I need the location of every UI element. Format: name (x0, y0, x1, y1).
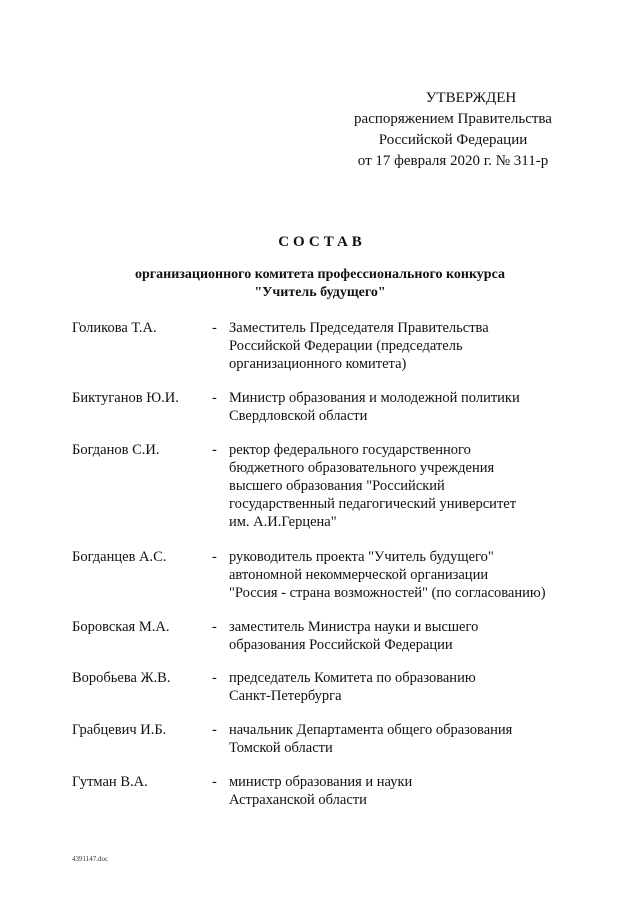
document-subtitle-line: "Учитель будущего" (254, 285, 386, 300)
member-name: Боровская М.А. (72, 619, 170, 635)
member-role-line: Министр образования и молодежной политики (229, 390, 520, 406)
member-role-line: Санкт-Петербурга (229, 688, 342, 704)
member-role-line: "Россия - страна возможностей" (по согласованию) (229, 585, 546, 601)
document-title: СОСТАВ (278, 234, 366, 250)
member-role-line: бюджетного образовательного учреждения (229, 460, 495, 476)
member-role-line: Астраханской области (229, 792, 367, 808)
member-role-line: организационного комитета) (229, 356, 407, 372)
member-role-line: ректор федерального государственного (229, 442, 471, 458)
member-role (229, 773, 599, 809)
document-heading (0, 234, 640, 302)
member-role (229, 441, 599, 531)
member-dash: - (212, 549, 217, 565)
member-role-line: Томской области (229, 740, 333, 756)
member-role (229, 618, 599, 654)
approval-block (328, 88, 578, 172)
member-role-line: высшего образования "Российский (229, 478, 445, 494)
approval-line: распоряжением Правительства (354, 111, 552, 127)
member-role-line: Свердловской области (229, 408, 368, 424)
member-role-line: образования Российской Федерации (229, 637, 453, 653)
member-role (229, 669, 599, 705)
member-role-line: Заместитель Председателя Правительства (229, 320, 489, 336)
member-role-line: государственный педагогический университет (229, 496, 517, 512)
member-dash: - (212, 619, 217, 635)
member-dash: - (212, 390, 217, 406)
member-role-line: им. А.И.Герцена" (229, 514, 337, 530)
member-role-line: заместитель Министра науки и высшего (229, 619, 479, 635)
document-subtitle-line: организационного комитета профессионального конкурса (135, 267, 505, 282)
member-dash: - (212, 442, 217, 458)
member-name: Голикова Т.А. (72, 320, 157, 336)
member-role (229, 721, 599, 757)
member-name: Гутман В.А. (72, 774, 148, 790)
member-dash: - (212, 774, 217, 790)
member-role-line: министр образования и науки (229, 774, 413, 790)
footer-code: 4391147.doc (72, 855, 109, 863)
member-name: Грабцевич И.Б. (72, 722, 167, 738)
member-name: Биктуганов Ю.И. (72, 390, 179, 406)
approval-line: Российской Федерации (378, 132, 528, 148)
member-name: Воробьева Ж.В. (72, 670, 171, 686)
member-name: Богданцев А.С. (72, 549, 167, 565)
approval-title: УТВЕРЖДЕН (425, 90, 517, 106)
member-role-line: Российской Федерации (председатель (229, 338, 463, 354)
member-role-line: руководитель проекта "Учитель будущего" (229, 549, 494, 565)
member-role-line: начальник Департамента общего образования (229, 722, 513, 738)
member-role (229, 319, 599, 373)
member-role (229, 389, 599, 425)
approval-line: от 17 февраля 2020 г. № 311-р (357, 153, 549, 169)
member-dash: - (212, 320, 217, 336)
member-dash: - (212, 722, 217, 738)
member-role-line: автономной некоммерческой организации (229, 567, 489, 583)
member-name: Богданов С.И. (72, 442, 160, 458)
member-dash: - (212, 670, 217, 686)
member-role-line: председатель Комитета по образованию (229, 670, 476, 686)
member-role (229, 548, 599, 602)
